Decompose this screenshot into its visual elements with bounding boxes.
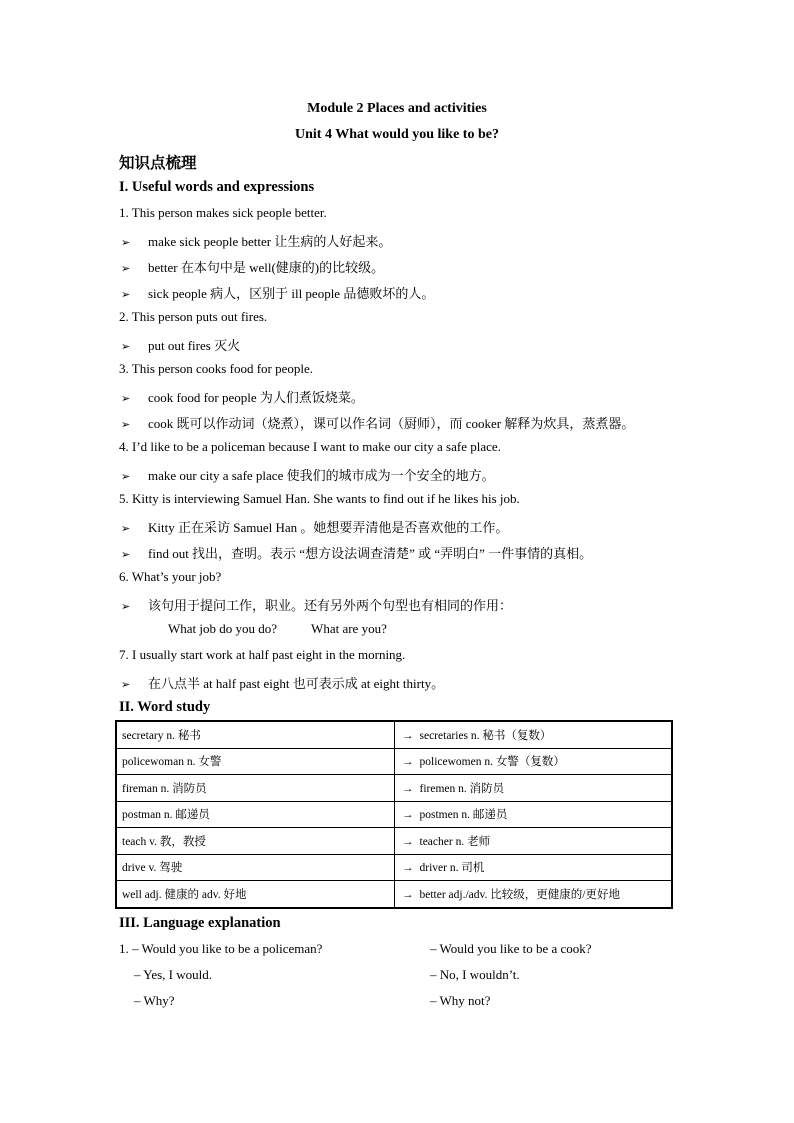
example-question: What are you? bbox=[311, 621, 387, 636]
item-4-sentence: 4. I’d like to be a policeman because I want to make our city a safe place. bbox=[119, 439, 501, 454]
dialogue-line: – Yes, I would. bbox=[134, 967, 213, 982]
bullet-arrow-icon: ➢ bbox=[121, 419, 131, 431]
bullet-arrow-icon: ➢ bbox=[121, 289, 131, 301]
section-heading-word-study: II. Word study bbox=[119, 699, 211, 715]
item-6-sentence: 6. What’s your job? bbox=[119, 569, 222, 584]
right-arrow-icon: → bbox=[402, 809, 414, 822]
module-title: Module 2 Places and activities bbox=[307, 101, 487, 116]
table-cell: → secretaries n. 秘书（复数） bbox=[395, 721, 673, 748]
table-row bbox=[116, 748, 672, 775]
table-cell: teach v. 教，教授 bbox=[116, 828, 395, 855]
table-cell: → firemen n. 消防员 bbox=[395, 775, 673, 802]
table-cell: → better adj./adv. 比较级，更健康的/更好地 bbox=[395, 881, 673, 908]
section-heading-useful-words: I. Useful words and expressions bbox=[119, 179, 315, 195]
table-cell: drive v. 驾驶 bbox=[116, 854, 395, 881]
right-arrow-icon: → bbox=[402, 862, 414, 875]
table-cell: fireman n. 消防员 bbox=[116, 775, 395, 802]
word-study-table bbox=[115, 720, 673, 909]
table-row bbox=[116, 881, 672, 908]
table-row bbox=[116, 828, 672, 855]
bullet-note: ➢ 在八点半 at half past eight 也可表示成 at eight thirty。 bbox=[121, 676, 445, 691]
table-cell: policewoman n. 女警 bbox=[116, 748, 395, 775]
table-row bbox=[116, 775, 672, 802]
bullet-note: ➢ cook 既可以作动词（烧煮），课可以作名词（厨师），而 cooker 解释为炊具，蒸煮器。 bbox=[121, 416, 635, 431]
table-row bbox=[116, 801, 672, 828]
table-cell: postman n. 邮递员 bbox=[116, 801, 395, 828]
bullet-note: ➢ Kitty 正在采访 Samuel Han 。她想要弄清他是否喜欢他的工作。 bbox=[121, 520, 509, 535]
bullet-note: ➢ 该句用于提问工作，职业。还有另外两个句型也有相同的作用： bbox=[121, 598, 513, 613]
right-arrow-icon: → bbox=[402, 729, 414, 742]
bullet-arrow-icon: ➢ bbox=[121, 549, 131, 561]
bullet-arrow-icon: ➢ bbox=[121, 523, 131, 535]
right-arrow-icon: → bbox=[402, 782, 414, 795]
right-arrow-icon: → bbox=[402, 888, 414, 901]
knowledge-heading: 知识点梳理 bbox=[119, 154, 197, 172]
table-cell: → driver n. 司机 bbox=[395, 854, 673, 881]
item-1-sentence: 1. This person makes sick people better. bbox=[119, 205, 327, 220]
right-arrow-icon: → bbox=[402, 756, 414, 769]
table-cell: → policewomen n. 女警（复数） bbox=[395, 748, 673, 775]
item-5-sentence: 5. Kitty is interviewing Samuel Han. She wants to find out if he likes his job. bbox=[119, 491, 520, 506]
table-cell: → teacher n. 老师 bbox=[395, 828, 673, 855]
dialogue-line: – Why not? bbox=[430, 993, 491, 1008]
bullet-note: ➢ better 在本句中是 well(健康的)的比较级。 bbox=[121, 260, 385, 275]
example-question: What job do you do? bbox=[168, 621, 278, 636]
table-row bbox=[116, 854, 672, 881]
bullet-arrow-icon: ➢ bbox=[121, 679, 131, 691]
table-row bbox=[116, 721, 672, 748]
bullet-note: ➢ cook food for people 为人们煮饭烧菜。 bbox=[121, 390, 364, 405]
bullet-note: ➢ make sick people better 让生病的人好起来。 bbox=[121, 234, 392, 249]
example-questions bbox=[168, 621, 387, 637]
right-arrow-icon: → bbox=[402, 835, 414, 848]
item-2-sentence: 2. This person puts out fires. bbox=[119, 309, 268, 324]
bullet-arrow-icon: ➢ bbox=[121, 393, 131, 405]
dialogue-line: 1. – Would you like to be a policeman? bbox=[119, 941, 323, 956]
bullet-arrow-icon: ➢ bbox=[121, 341, 131, 353]
bullet-note: ➢ find out 找出，查明。表示 “想方设法调查清楚” 或 “弄明白” 一件事情的真相。 bbox=[121, 546, 593, 561]
bullet-note: ➢ put out fires 灭火 bbox=[121, 338, 241, 353]
bullet-note: ➢ sick people 病人，区别于 ill people 品德败坏的人。 bbox=[121, 286, 435, 301]
bullet-arrow-icon: ➢ bbox=[121, 601, 131, 613]
dialogue-line: – No, I wouldn’t. bbox=[430, 967, 520, 982]
item-7-sentence: 7. I usually start work at half past eight in the morning. bbox=[119, 647, 406, 662]
table-cell: well adj. 健康的 adv. 好地 bbox=[116, 881, 395, 908]
bullet-arrow-icon: ➢ bbox=[121, 237, 131, 249]
bullet-note: ➢ make our city a safe place 使我们的城市成为一个安全的地方。 bbox=[121, 468, 495, 483]
unit-title: Unit 4 What would you like to be? bbox=[295, 127, 499, 142]
dialogue-line: – Would you like to be a cook? bbox=[430, 941, 592, 956]
table-cell: → postmen n. 邮递员 bbox=[395, 801, 673, 828]
table-cell: secretary n. 秘书 bbox=[116, 721, 395, 748]
bullet-arrow-icon: ➢ bbox=[121, 263, 131, 275]
dialogue-line: – Why? bbox=[134, 993, 175, 1008]
bullet-arrow-icon: ➢ bbox=[121, 471, 131, 483]
item-3-sentence: 3. This person cooks food for people. bbox=[119, 361, 314, 376]
section-heading-language-explanation: III. Language explanation bbox=[119, 915, 281, 931]
